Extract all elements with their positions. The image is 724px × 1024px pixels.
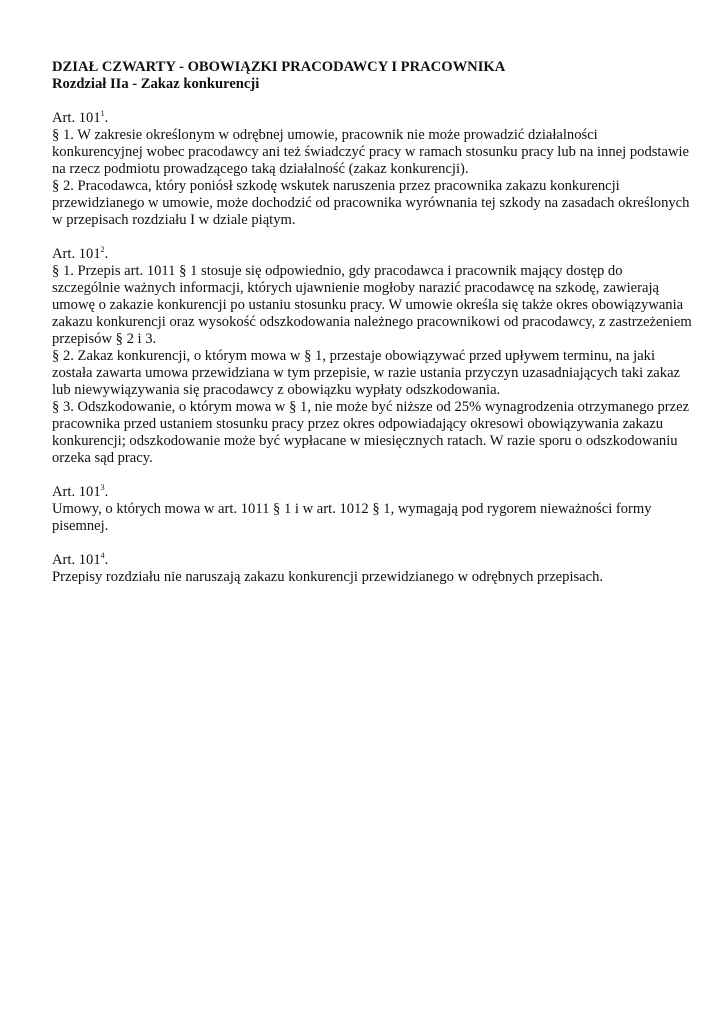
article-101-3 (52, 484, 692, 535)
article-title: Art. $101^3$. (52, 483, 109, 500)
article-paragraph: § 2. Pracodawca, który poniósł szkodę wskutek naruszenia przez pracownika zakazu konkurencji przewidzianego w umowie, może dochodzić od pracownika wyrównania tej szkody na zasadach określonych w przepisach rozdziału I w dziale piątym. (52, 178, 690, 228)
article-title: Art. $101^4$. (52, 551, 109, 568)
article-paragraph: § 2. Zakaz konkurencji, o którym mowa w § 1, przestaje obowiązywać przed upływem terminu, na jaki została zawarta umowa przewidziana w tym przepisie, w razie ustania przyczyn uzasadniających taki zakaz lub niewywiązywania się pracodawcy z obowiązku wypłaty odszkodowania. (52, 348, 681, 398)
article-superscript: 1 (100, 109, 105, 118)
article-101-2 (52, 246, 692, 467)
article-paragraph: § 1. Przepis art. 1011 § 1 stosuje się odpowiednio, gdy pracodawca i pracownik mający dostęp do szczególnie ważnych informacji, których ujawnienie mogłoby narazić pracodawcę na szkodę, zawierają umowę o zakazie konkurencji po ustaniu stosunku pracy. W umowie określa się także okres obowiązywania zakazu konkurencji oraz wysokość odszkodowania należnego pracownikowi od pracodawcy, z zastrzeżeniem przepisów § 2 i 3. (52, 263, 692, 347)
article-101-1 (52, 110, 692, 229)
article-title: Art. $101^1$. (52, 109, 109, 126)
article-paragraph: § 1. W zakresie określonym w odrębnej umowie, pracownik nie może prowadzić działalności konkurencyjnej wobec pracodawcy ani też świadczyć pracy w ramach stosunku pracy lub na innej podstawie na rzecz podmiotu prowadzącego taką działalność (zakaz konkurencji). (52, 127, 690, 177)
article-superscript: 2 (100, 245, 105, 254)
chapter-heading: Rozdział IIa - Zakaz konkurencji (52, 76, 260, 92)
article-title: Art. $101^2$. (52, 245, 109, 262)
article-101-4 (52, 552, 692, 586)
division-heading: DZIAŁ CZWARTY - OBOWIĄZKI PRACODAWCY I PRACOWNIKA (52, 59, 506, 75)
article-paragraph: § 3. Odszkodowanie, o którym mowa w § 1, nie może być niższe od 25% wynagrodzenia otrzymanego przez pracownika przed ustaniem stosunku pracy przez okres odpowiadający okresowi obowiązywania zakazu konkurencji; odszkodowanie może być wypłacane w miesięcznych ratach. W razie sporu o odszkodowaniu orzeka sąd pracy. (52, 399, 690, 466)
document-page (52, 59, 692, 586)
article-paragraph: Przepisy rozdziału nie naruszają zakazu konkurencji przewidzianego w odrębnych przepisach. (52, 569, 604, 585)
article-superscript: 3 (100, 483, 105, 492)
article-paragraph: Umowy, o których mowa w art. 1011 § 1 i w art. 1012 § 1, wymagają pod rygorem nieważności formy pisemnej. (52, 501, 652, 534)
article-superscript: 4 (100, 551, 105, 560)
